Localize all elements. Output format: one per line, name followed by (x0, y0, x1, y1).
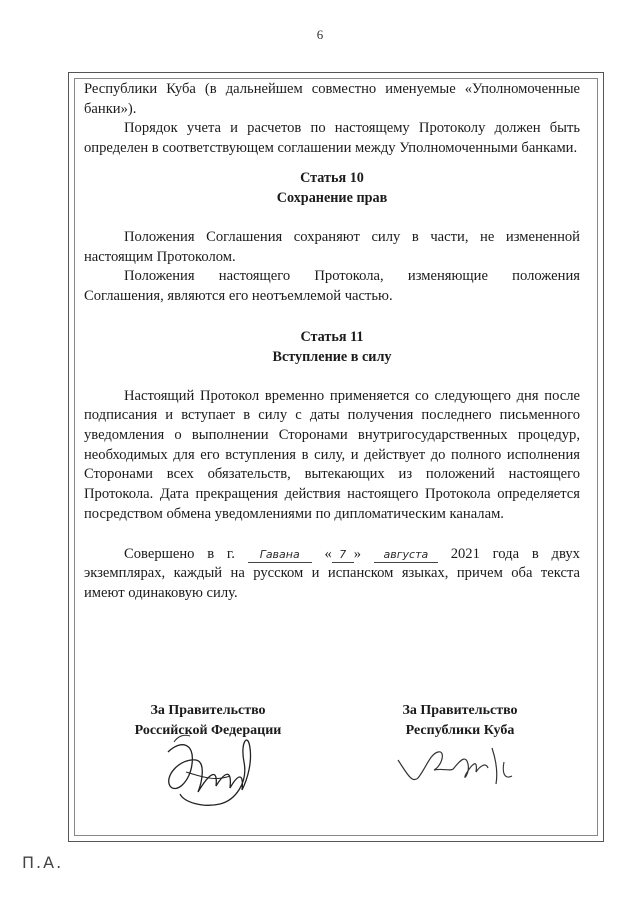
paragraph-agreement-force: Положения Соглашения сохраняют силу в части, не измененной настоящим Протоколом. (84, 228, 580, 265)
handwritten-city: Гавана (248, 547, 312, 563)
paragraph-entry-into-force: Настоящий Протокол временно применяется со следующего дня после подписания и вступает в силу с даты получения последнего письменного уведомления о выполнении Сторонами внутригосударственных процедур, необходимых для его вступления в силу, и действует до полного исполнения Сторонами всех обязательств, вытекающих из положений настоящего Протокола. Дата прекращения действия настоящего Протокола определяется посредством обмена уведомлениями по дипломатическим каналам. (84, 387, 580, 522)
paragraph-integral-part: Положения настоящего Протокола, изменяющие положения Соглашения, являются его неотъемлемой частью. (84, 268, 580, 304)
closing-suffix: 2021 года в двух экземплярах, каждый на русском и испанском языках, причем оба текста имеют одинаковую силу. (84, 545, 580, 601)
handwritten-day: 7 (332, 547, 354, 563)
signatory-cuba-line1: За Правительство (402, 703, 518, 718)
handwritten-month: августа (374, 547, 438, 563)
article-10-title: Сохранение прав (276, 189, 388, 206)
paragraph-closing (84, 545, 580, 604)
signatory-cuba (360, 701, 560, 741)
signature-cuba (392, 738, 522, 798)
closing-quote-open: « (324, 545, 332, 562)
signatory-cuba-line2: Республики Куба (405, 723, 515, 738)
document-body (84, 80, 580, 604)
signatory-russia-line2: Российской Федерации (134, 723, 282, 738)
article-11-number: Статья 11 (300, 328, 364, 345)
paragraph-accounting: Порядок учета и расчетов по настоящему Протоколу должен быть определен в соответствующем соглашении между Уполномоченными банками. (84, 120, 580, 157)
article-10-number: Статья 10 (300, 169, 364, 186)
article-11-title: Вступление в силу (272, 348, 392, 365)
signatory-russia-line1: За Правительство (150, 703, 266, 718)
paragraph-banks-definition: Республики Куба (в дальнейшем совместно именуемые «Уполномоченные банки»). (84, 81, 580, 117)
closing-prefix: Совершено в г. (124, 545, 235, 562)
page-number: 6 (316, 27, 324, 42)
closing-quote-close: » (353, 545, 362, 562)
signature-russia (140, 712, 280, 822)
footer-initials: П.А. (22, 853, 64, 872)
